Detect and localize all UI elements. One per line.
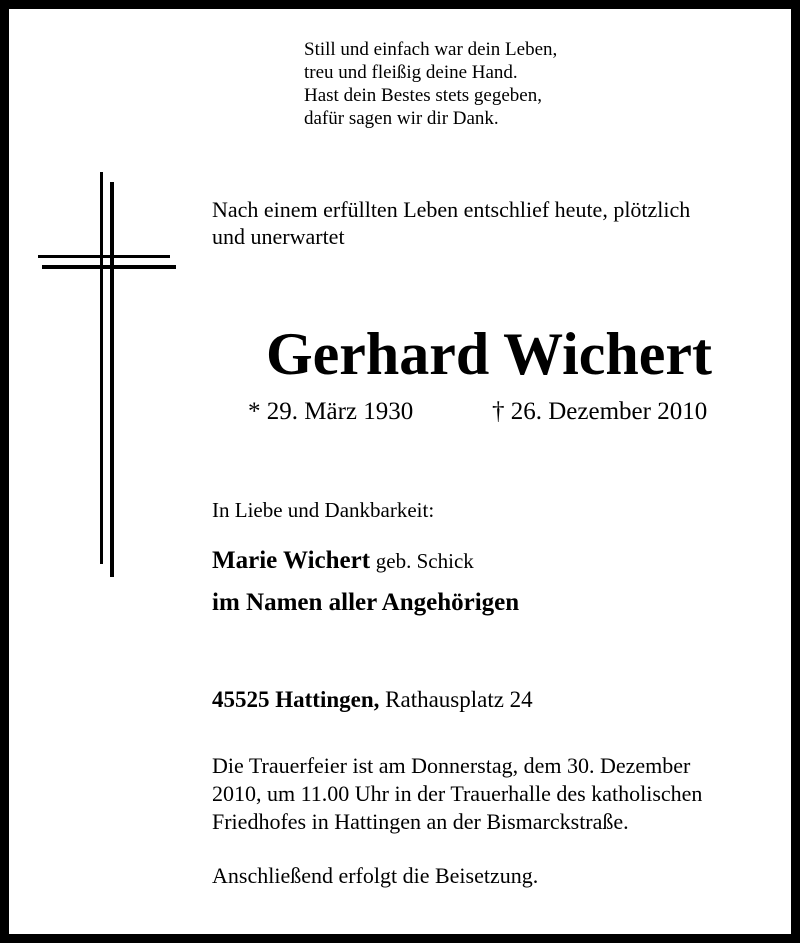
family-line: im Namen aller Angehörigen xyxy=(212,589,520,616)
signer-maiden-name: geb. Schick xyxy=(375,549,474,573)
signer-line xyxy=(212,545,474,577)
address-city: 45525 Hattingen, xyxy=(212,687,380,712)
burial-note: Anschließend erfolgt die Beisetzung. xyxy=(212,863,539,888)
address-street: Rathausplatz 24 xyxy=(385,687,533,712)
birth-date: * 29. März 1930 xyxy=(248,398,414,425)
deceased-name: Gerhard Wichert xyxy=(265,321,713,387)
death-date: † 26. Dezember 2010 xyxy=(492,398,708,425)
poem-line: Still und einfach war dein Leben, xyxy=(304,39,558,60)
service-info xyxy=(212,752,782,836)
service-line: 2010, um 11.00 Uhr in der Trauerhalle des katholischen xyxy=(212,781,703,806)
service-line: Friedhofes in Hattingen an der Bismarckstraße. xyxy=(212,809,629,834)
poem-line: treu und fleißig deine Hand. xyxy=(304,62,518,83)
poem-line: Hast dein Bestes stets gegeben, xyxy=(304,85,542,106)
cross-icon xyxy=(36,170,186,580)
poem-line: dafür sagen wir dir Dank. xyxy=(304,108,499,129)
signer-name: Marie Wichert xyxy=(212,547,371,574)
intro-text xyxy=(212,196,772,250)
memorial-poem xyxy=(304,38,557,130)
address-line xyxy=(212,685,533,715)
intro-line: und unerwartet xyxy=(212,224,345,249)
intro-line: Nach einem erfüllten Leben entschlief heute, plötzlich xyxy=(212,197,691,222)
service-line: Die Trauerfeier ist am Donnerstag, dem 30. Dezember xyxy=(212,753,691,778)
thanks-line: In Liebe und Dankbarkeit: xyxy=(212,498,435,522)
